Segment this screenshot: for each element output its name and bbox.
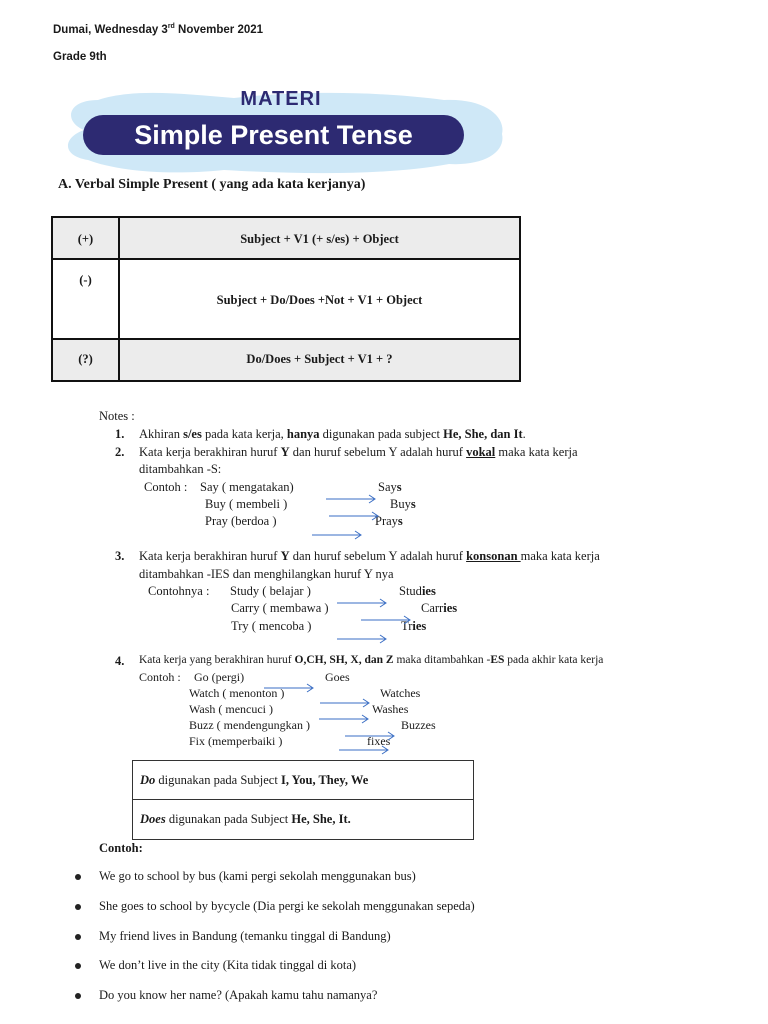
does-row: Does digunakan pada Subject He, She, It. bbox=[140, 812, 351, 826]
arrow-icon bbox=[337, 634, 389, 644]
arrow-icon bbox=[345, 731, 397, 741]
formula-text: Subject + V1 (+ s/es) + Object bbox=[240, 232, 399, 246]
arrow-icon bbox=[319, 714, 371, 724]
arrow-icon bbox=[312, 530, 364, 540]
example-sentence: She goes to school by bycycle (Dia pergi ke sekolah menggunakan sepeda) bbox=[99, 899, 475, 913]
bullet-icon bbox=[75, 993, 81, 999]
title-banner bbox=[54, 86, 508, 178]
do-does-box bbox=[132, 760, 474, 840]
arrow-icon bbox=[337, 598, 389, 608]
example-verb: Say ( mengatakan) bbox=[200, 480, 294, 494]
example-result: Prays bbox=[375, 514, 403, 528]
example-result: Washes bbox=[372, 702, 409, 716]
arrow-icon bbox=[326, 494, 378, 504]
formula-row-question bbox=[53, 340, 519, 380]
example-sentence: We go to school by bus (kami pergi sekolah menggunakan bus) bbox=[99, 869, 416, 883]
formula-text: Do/Does + Subject + V1 + ? bbox=[246, 352, 393, 366]
arrow-icon bbox=[329, 511, 381, 521]
formula-row-negative bbox=[53, 260, 519, 340]
example-result: Watches bbox=[380, 686, 421, 700]
formula-table bbox=[51, 216, 521, 382]
example-label: Contohnya : bbox=[148, 584, 210, 598]
date-line: Dumai, Wednesday 3rd November 2021 bbox=[53, 23, 264, 36]
example-label: Contoh : bbox=[139, 670, 181, 684]
arrow-icon bbox=[320, 698, 372, 708]
example-verb: Pray (berdoa ) bbox=[205, 514, 277, 528]
example-result: Says bbox=[378, 480, 402, 494]
example-verb: Try ( mencoba ) bbox=[231, 619, 312, 633]
example-result: Buys bbox=[390, 497, 416, 511]
note-number: 4. bbox=[115, 654, 125, 668]
bullet-icon bbox=[75, 904, 81, 910]
example-label: Contoh : bbox=[144, 480, 188, 494]
note-1-text: Akhiran s/es pada kata kerja, hanya digunakan pada subject He, She, dan It. bbox=[139, 427, 526, 441]
note-3-line2: ditambahkan -IES dan menghilangkan huruf Y nya bbox=[139, 567, 394, 581]
formula-row-positive bbox=[53, 218, 519, 260]
do-row: Do digunakan pada Subject I, You, They, We bbox=[133, 761, 473, 800]
note-2-line2: ditambahkan -S: bbox=[139, 462, 222, 476]
note-4-text: Kata kerja yang berakhiran huruf O,CH, SH, X, dan Z maka ditambahkan -ES pada akhir kata kerja bbox=[139, 654, 604, 666]
bullet-icon bbox=[75, 963, 81, 969]
example-result: Buzzes bbox=[401, 718, 436, 732]
example-result: Carries bbox=[421, 601, 458, 615]
example-result: Goes bbox=[325, 670, 350, 684]
example-verb: Buzz ( mendengungkan ) bbox=[189, 718, 310, 732]
example-verb: Carry ( membawa ) bbox=[231, 601, 329, 615]
example-verb: Wash ( mencuci ) bbox=[189, 702, 273, 716]
note-number: 1. bbox=[115, 427, 125, 441]
example-result: Tries bbox=[401, 619, 427, 633]
example-verb: Watch ( menonton ) bbox=[189, 686, 285, 700]
notes-label: Notes : bbox=[99, 409, 135, 423]
example-sentence: We don’t live in the city (Kita tidak tinggal di kota) bbox=[99, 958, 357, 972]
note-number: 2. bbox=[115, 445, 125, 459]
example-verb: Buy ( membeli ) bbox=[205, 497, 288, 511]
formula-symbol: (-) bbox=[53, 260, 120, 338]
bullet-icon bbox=[75, 934, 81, 940]
arrow-icon bbox=[339, 745, 391, 755]
grade-line: Grade 9th bbox=[53, 51, 107, 63]
example-sentence: Do you know her name? (Apakah kamu tahu namanya? bbox=[99, 988, 378, 1002]
example-sentence: My friend lives in Bandung (temanku tinggal di Bandung) bbox=[99, 929, 391, 943]
note-3-line1: Kata kerja berakhiran huruf Y dan huruf sebelum Y adalah huruf konsonan maka kata kerja bbox=[139, 549, 600, 563]
section-a-heading: A. Verbal Simple Present ( yang ada kata kerjanya) bbox=[58, 177, 366, 192]
formula-symbol: (+) bbox=[53, 218, 120, 258]
banner-title: Simple Present Tense bbox=[83, 115, 464, 155]
arrow-icon bbox=[361, 615, 413, 625]
example-result: Studies bbox=[399, 584, 436, 598]
note-2-line1: Kata kerja berakhiran huruf Y dan huruf sebelum Y adalah huruf vokal maka kata kerja bbox=[139, 445, 578, 459]
contoh-heading: Contoh: bbox=[99, 841, 143, 855]
bullet-icon bbox=[75, 874, 81, 880]
example-verb: Study ( belajar ) bbox=[230, 584, 311, 598]
formula-text: Subject + Do/Does +Not + V1 + Object bbox=[216, 293, 423, 307]
example-verb: Go (pergi) bbox=[194, 670, 245, 684]
note-number: 3. bbox=[115, 549, 125, 563]
formula-symbol: (?) bbox=[53, 340, 120, 380]
example-verb: Fix (memperbaiki ) bbox=[189, 734, 283, 748]
example-result: fixes bbox=[367, 734, 391, 748]
arrow-icon bbox=[264, 683, 316, 693]
banner-top-text: MATERI bbox=[240, 88, 322, 110]
